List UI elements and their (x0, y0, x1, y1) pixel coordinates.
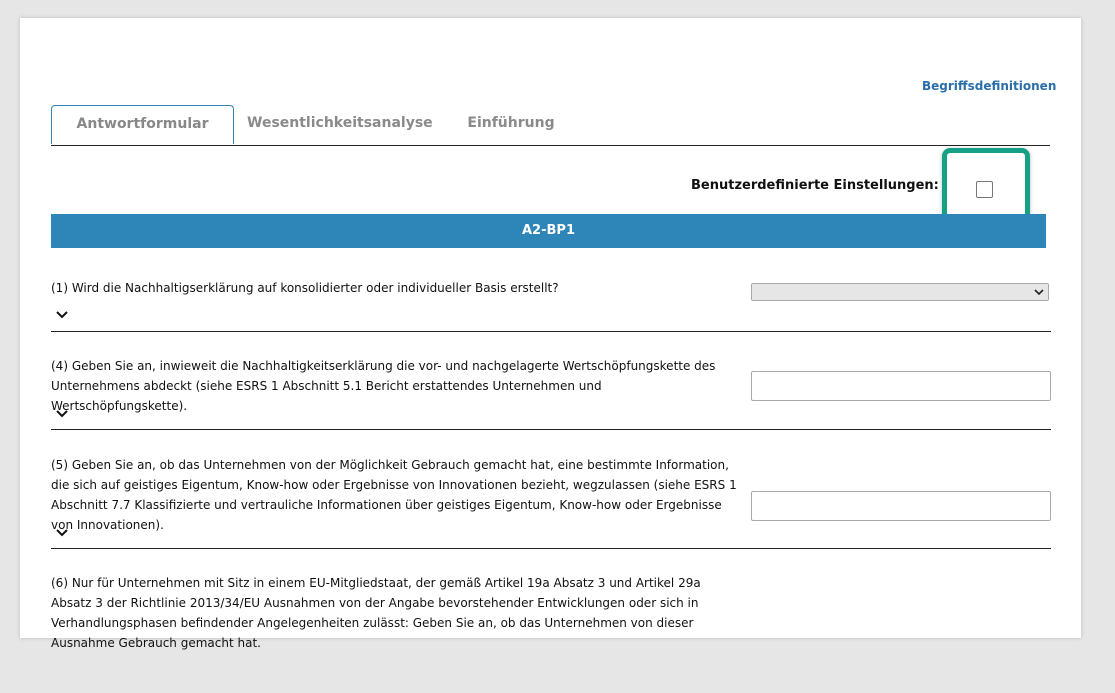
form-card (20, 18, 1081, 650)
question-row (51, 455, 1051, 549)
tab-bar (51, 105, 1050, 146)
question-row (51, 276, 1051, 332)
chevron-down-icon[interactable] (55, 407, 69, 421)
question-text: (5) Geben Sie an, ob das Unternehmen von der Möglichkeit Gebrauch gemacht hat, eine bestimmte Information, die sich auf geistiges Eigentum, Know-how oder Ergebnisse von Innovationen bezieht, wegzulassen (siehe ESRS 1 Abschnitt 7.7 Klassifizierte und vertrauliche Informationen über geistiges Eigentum, Know-how oder Ergebnisse von Innovationen). (51, 458, 737, 532)
question-text: (6) Nur für Unternehmen mit Sitz in einem EU-Mitgliedstaat, der gemäß Artikel 19a Absatz 3 und Artikel 29a Absatz 3 der Richtlinie 2013/34/EU Ausnahmen von der Angabe bevorstehender Entwicklungen oder sich in Verhandlungsphasen befindender Angelegenheiten zulässt: Geben Sie an, ob das Unternehmen von dieser Ausnahme Gebrauch gemacht hat. (51, 576, 701, 650)
basis-select[interactable] (751, 283, 1049, 301)
value-chain-input[interactable] (751, 371, 1051, 401)
omission-input[interactable] (751, 491, 1051, 521)
tab-wesentlichkeitsanalyse[interactable]: Wesentlichkeitsanalyse (247, 115, 433, 131)
section-header: A2-BP1 (51, 214, 1046, 248)
chevron-down-icon (1034, 288, 1044, 296)
question-text: (1) Wird die Nachhaltigserklärung auf konsolidierter oder individueller Basis erstellt? (51, 281, 559, 295)
custom-settings-label: Benutzerdefinierte Einstellungen: (691, 178, 939, 193)
custom-settings-checkbox[interactable] (976, 181, 993, 198)
tab-antwortformular[interactable]: Antwortformular (51, 105, 234, 144)
question-row (51, 356, 1051, 430)
tab-einfuehrung[interactable]: Einführung (467, 115, 555, 131)
question-text: (4) Geben Sie an, inwieweit die Nachhaltigkeitserklärung die vor- und nachgelagerte Wertschöpfungskette des Unternehmens abdeckt (siehe ESRS 1 Abschnitt 5.1 Bericht erstattendes Unternehmen und Wertschöpfungskette). (51, 359, 716, 413)
chevron-down-icon[interactable] (55, 308, 69, 322)
definitions-link[interactable]: Begriffsdefinitionen (922, 79, 1057, 93)
question-row (51, 573, 1051, 693)
chevron-down-icon[interactable] (55, 526, 69, 540)
